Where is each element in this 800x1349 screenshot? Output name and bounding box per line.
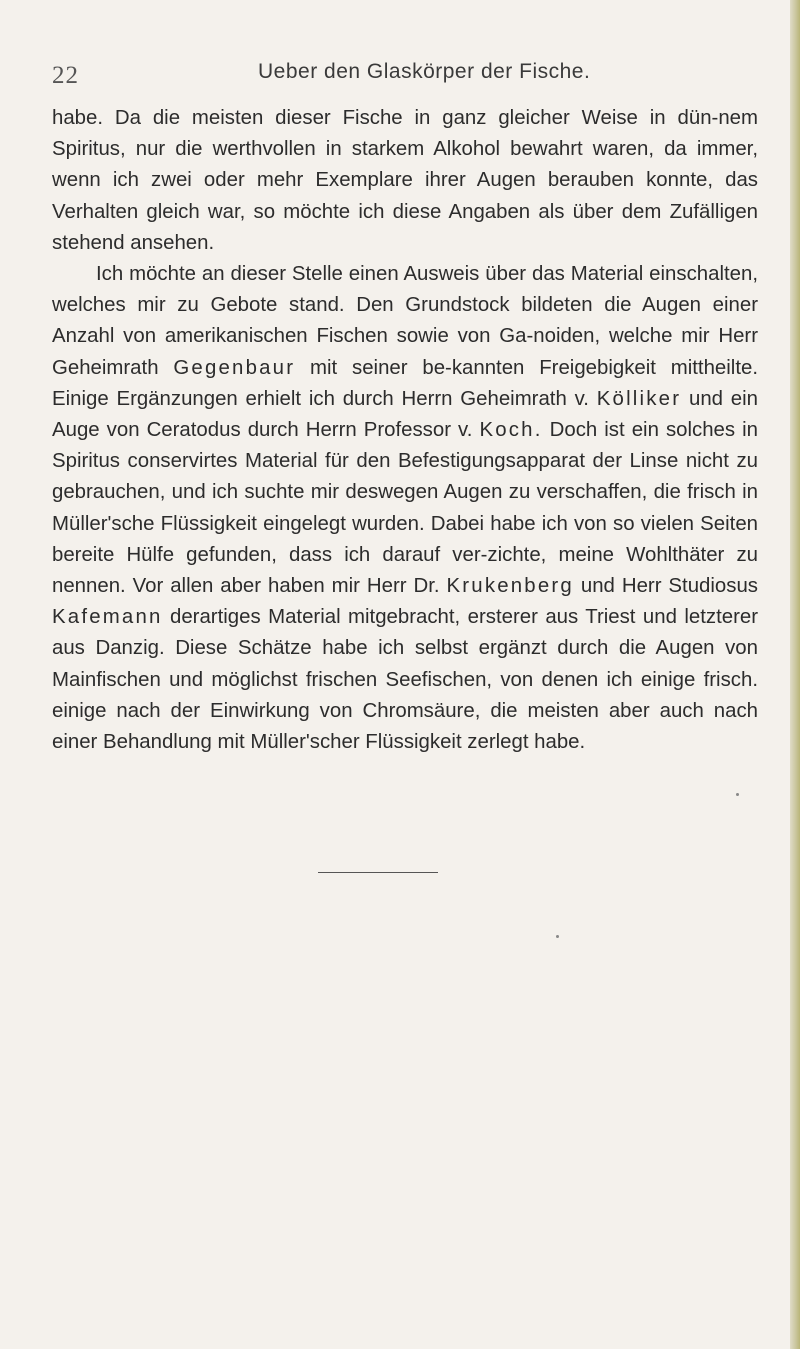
- text-segment: und Herr Studiosus: [573, 575, 758, 598]
- paragraph-continued: habe. Da die meisten dieser Fische in ganz gleicher Weise in dün-nem Spiritus, nur die werthvollen in starkem Alkohol bewahrt waren, da immer, wenn ich zwei oder mehr Exemplare ihrer Augen berauben konnte, das Verhalten gleich war, so möchte ich diese Angaben als über dem Zufälligen stehend ansehen.: [52, 107, 758, 254]
- paper-speck: [556, 935, 559, 938]
- text-segment: Ich möchte an dieser Stelle einen Ausweis über das Material einschalten, welches mir zu Gebote stand. Den Grundstock bildeten die Augen einer Anzahl von amerikanischen Fischen sowie von Ga-noiden, welche mir Herr Geheimrath: [52, 263, 758, 379]
- paragraph-material: [52, 259, 758, 758]
- person-name: Kafemann: [52, 606, 163, 629]
- text-segment: derartiges Material mitgebracht, ersterer aus Triest und letzterer aus Danzig. Diese Schätze habe ich selbst ergänzt durch die Augen von Mainfischen und möglichst frischen Seefischen, von denen ich einige frisch. einige nach der Einwirkung von Chromsäure, die meisten aber auch nach einer Behandlung mit Müller'scher Flüssigkeit zerlegt habe.: [52, 606, 758, 754]
- text-segment: mit seiner be-kannten Freigebigkeit mittheilte. Einige Ergänzungen erhielt ich durch Herrn Geheimrath v.: [52, 356, 759, 410]
- text-segment: Doch ist ein solches in Spiritus conservirtes Material für den Befestigungsapparat der Linse nicht zu gebrauchen, und ich suchte mir deswegen Augen zu verschaffen, die frisch in Müller'sche Flüssigkeit eingelegt wurden. Dabei habe ich von so vielen Seiten bereite Hülfe gefunden, dass ich darauf ver-zichte, meine Wohlthäter zu nennen. Vor allen aber haben mir Herr Dr.: [52, 419, 758, 598]
- page-edge: [790, 0, 800, 1349]
- text-segment: und ein Auge von Ceratodus durch Herrn Professor v.: [52, 387, 758, 442]
- body-text: [52, 103, 758, 758]
- running-title: Ueber den Glaskörper der Fische.: [258, 60, 591, 83]
- person-name: Krukenberg: [446, 575, 574, 598]
- person-name: Koch.: [479, 419, 543, 442]
- section-divider: [318, 872, 438, 873]
- page-number: 22: [52, 62, 79, 89]
- person-name: Gegenbaur: [173, 356, 296, 379]
- person-name: Kölliker: [596, 387, 682, 410]
- paper-speck: [736, 793, 739, 796]
